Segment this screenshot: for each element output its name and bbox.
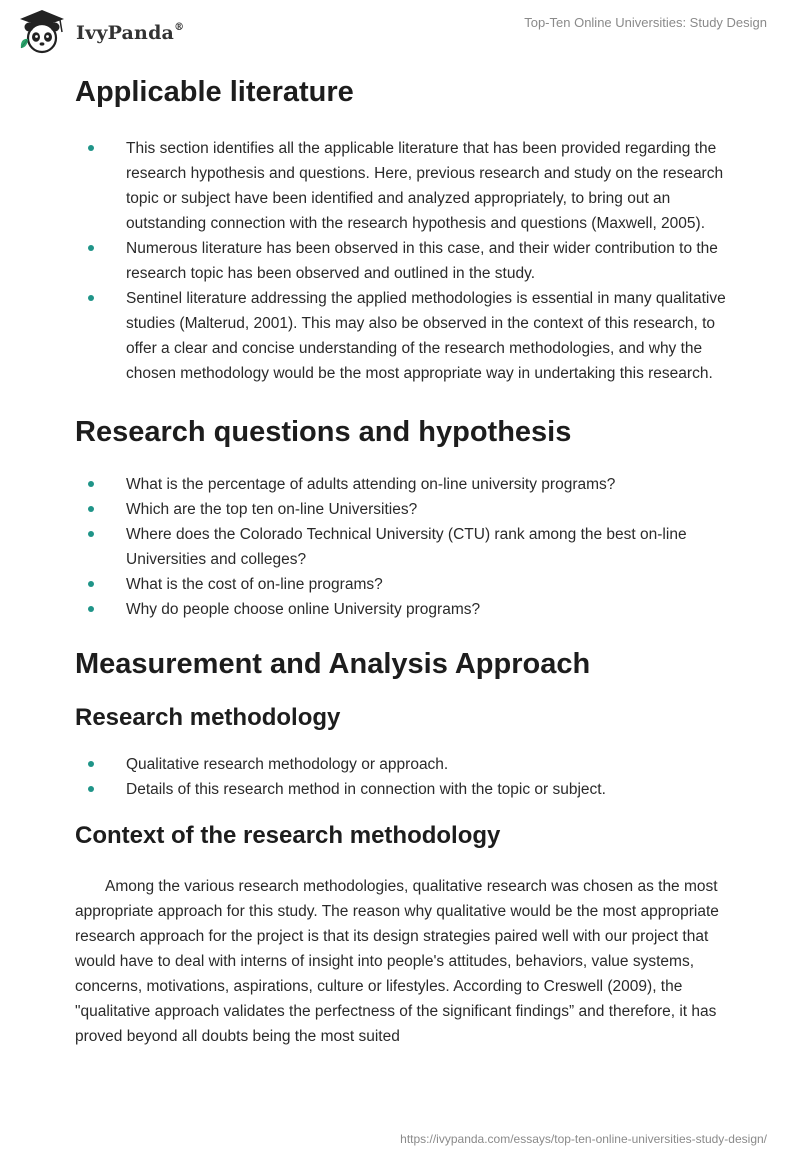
brand-name: IvyPanda® — [76, 21, 185, 44]
list-item: Numerous literature has been observed in this case, and their wider contribution to the research topic has been observed and outlined in the study. — [75, 236, 735, 286]
ivypanda-logo[interactable] — [16, 8, 196, 54]
heading-research-questions: Research questions and hypothesis — [75, 416, 572, 448]
essay-content — [75, 70, 735, 1049]
bullet-icon — [88, 581, 94, 587]
panda-graduate-icon — [16, 8, 68, 54]
bullet-icon — [88, 531, 94, 537]
list-item: Details of this research method in connection with the topic or subject. — [75, 777, 735, 802]
bullet-icon — [88, 786, 94, 792]
list-item: What is the cost of on-line programs? — [75, 572, 735, 597]
bullet-icon — [88, 145, 94, 151]
bullet-icon — [88, 761, 94, 767]
heading-context-methodology: Context of the research methodology — [75, 822, 501, 849]
questions-list — [75, 472, 735, 622]
heading-measurement-analysis: Measurement and Analysis Approach — [75, 648, 591, 680]
bullet-icon — [88, 295, 94, 301]
heading-applicable-literature: Applicable literature — [75, 76, 354, 108]
literature-list — [75, 136, 735, 386]
list-item: Why do people choose online University programs? — [75, 597, 735, 622]
bullet-icon — [88, 606, 94, 612]
bullet-icon — [88, 245, 94, 251]
list-item: Qualitative research methodology or approach. — [75, 752, 735, 777]
page-header — [0, 0, 800, 60]
list-item: Which are the top ten on-line Universities? — [75, 497, 735, 522]
bullet-icon — [88, 506, 94, 512]
document-title: Top-Ten Online Universities: Study Design — [524, 15, 767, 30]
context-paragraph: Among the various research methodologies, qualitative research was chosen as the most appropriate approach for this study. The reason why qualitative would be the most appropriate research approach for the project is that its design strategies paired well with our project that would have to deal with interns of insight into people's attitudes, behaviors, value systems, concerns, motivations, aspirations, culture or lifestyles. According to Creswell (2009), the "qualitative approach validates the perfectness of the significant findings” and therefore, it has proved beyond all doubts being the most suited — [75, 878, 719, 1045]
list-item: This section identifies all the applicable literature that has been provided regarding the research hypothesis and questions. Here, previous research and study on the research topic or subject have been identified and analyzed appropriately, to bring out an outstanding connection with the research hypothesis and questions (Maxwell, 2005). — [75, 136, 735, 236]
source-url[interactable]: https://ivypanda.com/essays/top-ten-online-universities-study-design/ — [400, 1132, 767, 1146]
list-item: What is the percentage of adults attending on-line university programs? — [75, 472, 735, 497]
heading-research-methodology: Research methodology — [75, 704, 341, 731]
list-item: Where does the Colorado Technical University (CTU) rank among the best on-line Universities and colleges? — [75, 522, 735, 572]
list-item: Sentinel literature addressing the applied methodologies is essential in many qualitative studies (Malterud, 2001). This may also be observed in the context of this research, to offer a clear and concise understanding of the research methodologies, and why the chosen methodology would be the most appropriate way in undertaking this research. — [75, 286, 735, 386]
bullet-icon — [88, 481, 94, 487]
methodology-list — [75, 752, 735, 802]
